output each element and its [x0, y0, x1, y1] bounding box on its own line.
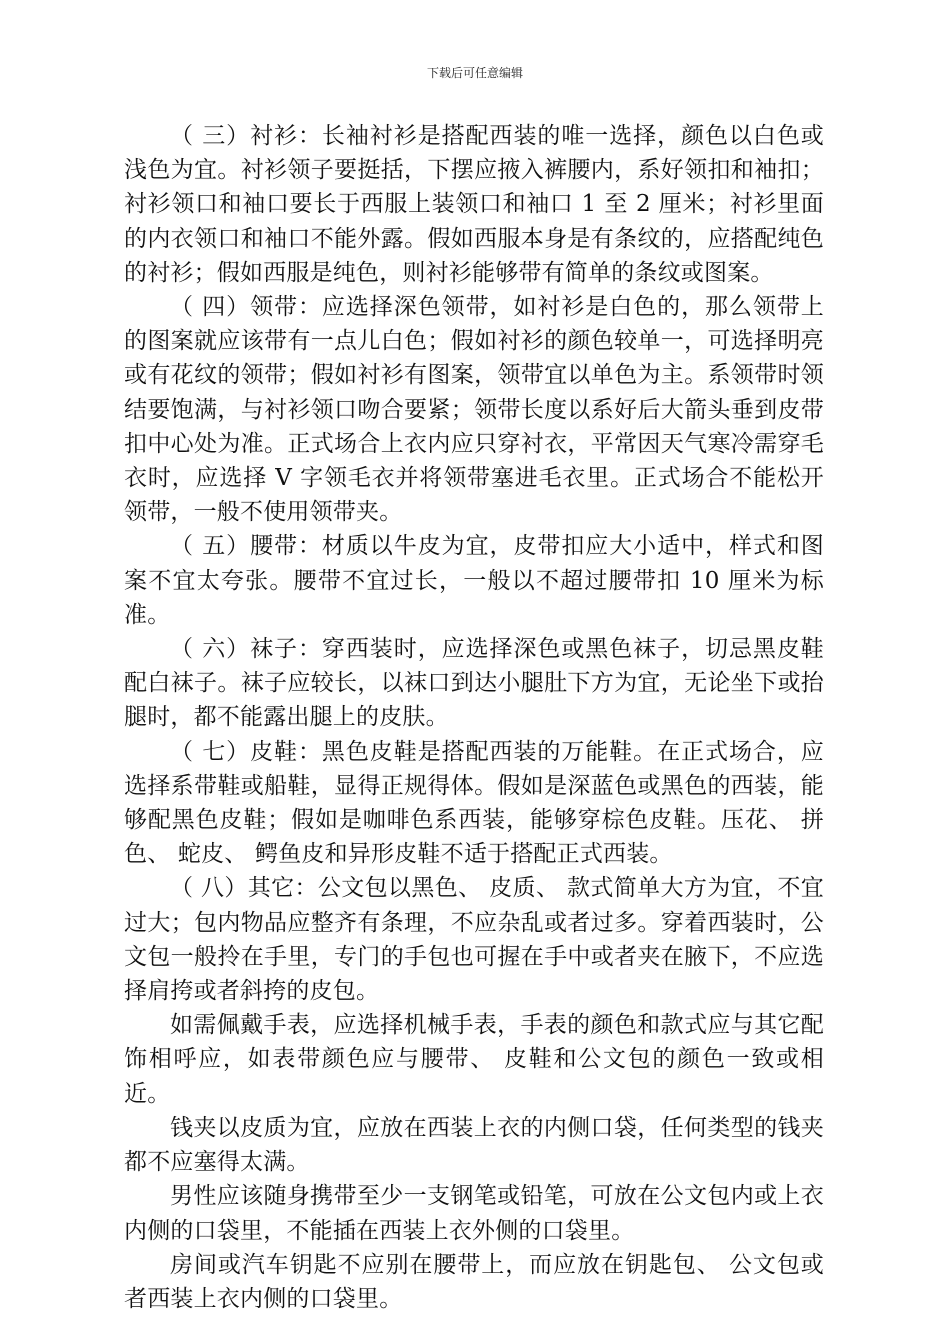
- paragraph-shirt: （ 三）衬衫：长袖衬衫是搭配西装的唯一选择，颜色以白色或浅色为宜。衬衫领子要挺括，下摆应掖入裤腰内，系好领扣和袖扣；衬衫领口和袖口要长于西服上装领口和袖口 1 至 2 厘米；衬衫里面的内衣领口和袖口不能外露。假如西服本身是有条纹的，应搭配纯色的衬衫；假如西服是纯色，则衬衫能够带有简单的条纹或图案。: [124, 123, 824, 286]
- paragraph-other: （ 八）其它：公文包以黑色、 皮质、 款式简单大方为宜，不宜过大；包内物品应整齐有条理，不应杂乱或者过多。穿着西装时，公文包一般拎在手里，专门的手包也可握在手中或者夹在腋下，不应选择肩挎或者斜挎的皮包。: [124, 875, 824, 1005]
- paragraph-pen: 男性应该随身携带至少一支钢笔或铅笔，可放在公文包内或上衣内侧的口袋里，不能插在西装上衣外侧的口袋里。: [124, 1183, 824, 1244]
- paragraph-belt: （ 五）腰带：材质以牛皮为宜，皮带扣应大小适中，样式和图案不宜太夸张。腰带不宜过长，一般以不超过腰带扣 10 厘米为标准。: [124, 533, 824, 628]
- paragraph-socks: （ 六）袜子：穿西装时，应选择深色或黑色袜子，切忌黑皮鞋配白袜子。袜子应较长，以袜口到达小腿肚下方为宜，无论坐下或抬腿时，都不能露出腿上的皮肤。: [124, 636, 824, 731]
- paragraph-keys: 房间或汽车钥匙不应别在腰带上，而应放在钥匙包、 公文包或者西装上衣内侧的口袋里。: [124, 1251, 824, 1312]
- document-body: [124, 119, 824, 1316]
- paragraph-watch: 如需佩戴手表，应选择机械手表，手表的颜色和款式应与其它配饰相呼应，如表带颜色应与腰带、 皮鞋和公文包的颜色一致或相近。: [124, 1012, 824, 1107]
- paragraph-shoes: （ 七）皮鞋：黑色皮鞋是搭配西装的万能鞋。在正式场合，应选择系带鞋或船鞋，显得正规得体。假如是深蓝色或黑色的西装，能够配黑色皮鞋；假如是咖啡色系西装，能够穿棕色皮鞋。压花、 拼色、 蛇皮、 鳄鱼皮和异形皮鞋不适于搭配正式西装。: [124, 738, 824, 868]
- paragraph-wallet: 钱夹以皮质为宜，应放在西装上衣的内侧口袋，任何类型的钱夹都不应塞得太满。: [124, 1114, 824, 1176]
- paragraph-tie: （ 四）领带：应选择深色领带，如衬衫是白色的，那么领带上的图案就应该带有一点儿白色；假如衬衫的颜色较单一，可选择明亮或有花纹的领带；假如衬衫有图案，领带宜以单色为主。系领带时领结要饱满，与衬衫领口吻合要紧；领带长度以系好后大箭头垂到皮带扣中心处为准。正式场合上衣内应只穿衬衣，平常因天气寒冷需穿毛衣时，应选择 V 字领毛衣并将领带塞进毛衣里。正式场合不能松开领带，一般不使用领带夹。: [124, 294, 824, 526]
- page-header: 下载后可任意编辑: [426, 66, 523, 80]
